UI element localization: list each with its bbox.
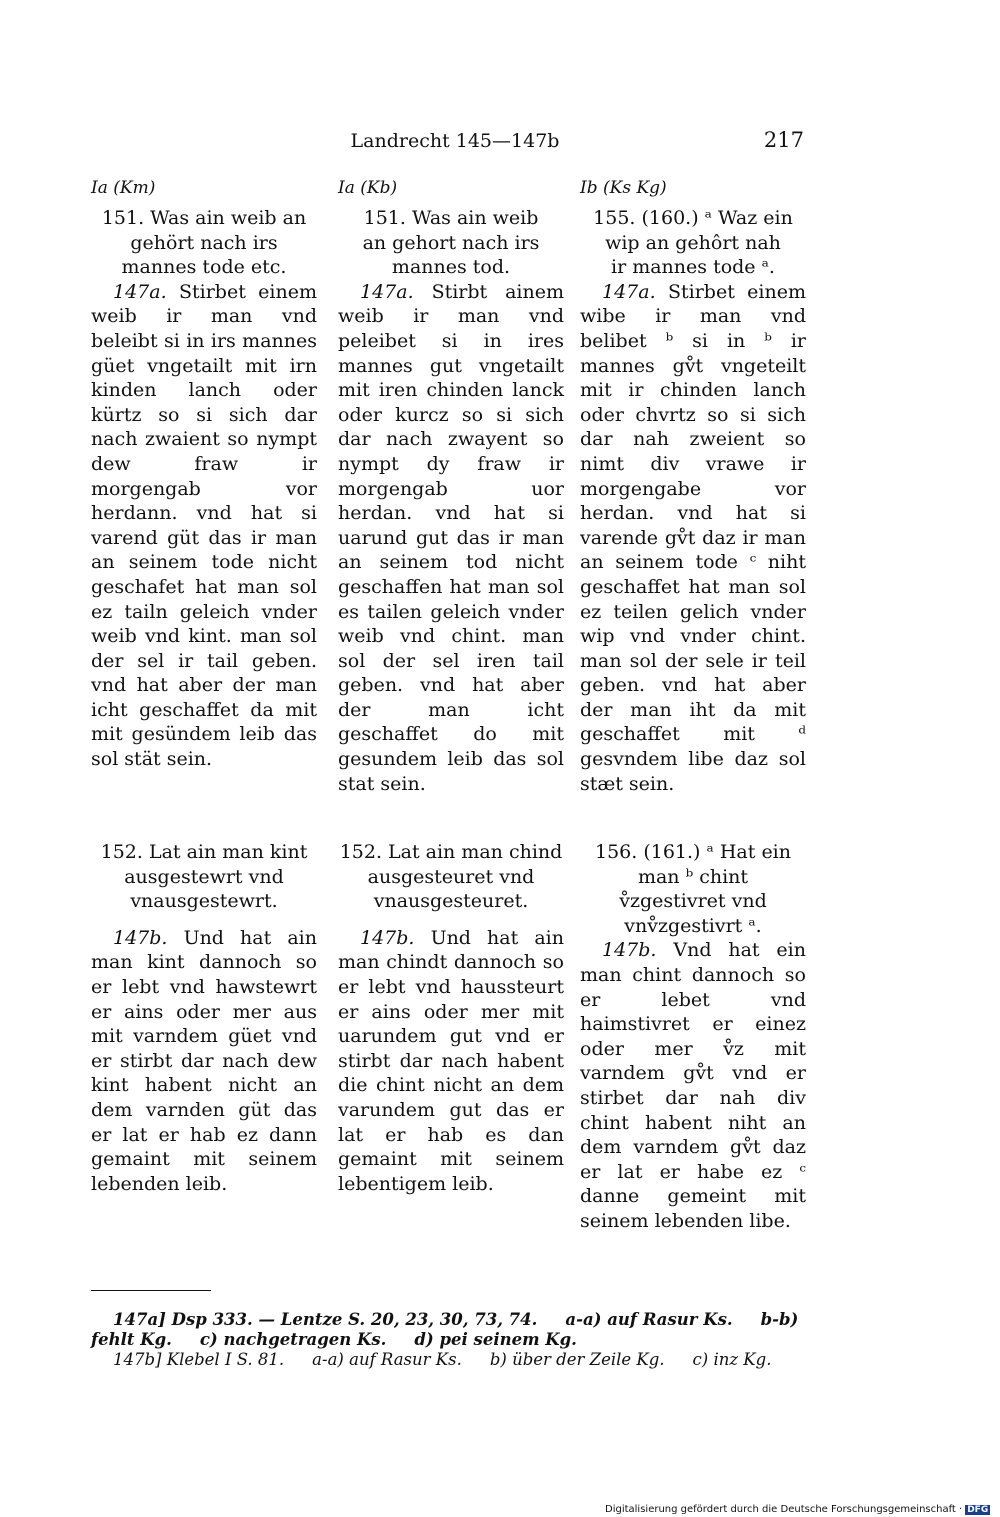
section-text bbox=[580, 280, 806, 796]
section-number: 147b. bbox=[602, 939, 657, 962]
section-heading-line: v̊zgestivret vnd bbox=[619, 890, 767, 913]
footnote-item: a-a) auf Rasur Ks. bbox=[565, 1310, 733, 1329]
section-text bbox=[91, 280, 317, 772]
footnote-item: b-b) bbox=[760, 1310, 799, 1329]
section-heading-line: vnv̊zgestivrt ᵃ. bbox=[624, 914, 762, 937]
section-number: 147a. bbox=[602, 280, 656, 303]
column-label: Ib (Ks Kg) bbox=[580, 178, 667, 198]
digitization-credit bbox=[605, 1504, 990, 1515]
section-number: 147a. bbox=[360, 280, 414, 303]
footnote-item: 147b] Klebel I S. 81. bbox=[113, 1350, 285, 1369]
section-heading-line: ir mannes tode ᵃ. bbox=[611, 256, 775, 279]
text-column-kb bbox=[338, 176, 564, 1195]
section-151 bbox=[91, 206, 317, 772]
dfg-logo: DFG bbox=[967, 1505, 989, 1515]
footnote-item: c) inz Kg. bbox=[692, 1350, 772, 1369]
section-body: Vnd hat ein man chint dannoch so er lebet vnd haimstivret er einez oder mer v̊z mit varndem gv̊t vnd er stirbet dar nah div chint habent niht an dem varndem gv̊t daz er lat er habe ez ᶜ danne gemeint mit seinem lebenden libe. bbox=[580, 939, 806, 1232]
footnotes bbox=[91, 1310, 803, 1370]
section-text bbox=[338, 926, 564, 1197]
footnote-item: fehlt Kg. bbox=[91, 1330, 172, 1349]
section-heading-line: 151. Was ain weib an bbox=[101, 207, 307, 229]
section-heading-line: 152. Lat ain man chind bbox=[339, 841, 563, 863]
section-body: Und hat ain man kint dannoch so er lebt vnd hawstewrt er ains oder mer aus mit varndem güet vnd er stirbt dar nach dew kint habent nicht an dem varnden güt das er lat er hab ez dann gemaint mit seinem lebenden leib. bbox=[91, 926, 317, 1195]
footnote-item: a-a) auf Rasur Ks. bbox=[312, 1350, 462, 1369]
section-text bbox=[91, 926, 317, 1197]
section-heading-line: mannes tode etc. bbox=[121, 256, 287, 279]
page-number: 217 bbox=[763, 128, 804, 152]
section-heading-line: 152. Lat ain man kint bbox=[100, 841, 308, 863]
footnote-item: c) nachgetragen Ks. bbox=[199, 1330, 387, 1349]
footnote-item: b) über der Zeile Kg. bbox=[489, 1350, 665, 1369]
footnote-divider bbox=[91, 1290, 211, 1291]
footnote-item: d) pei seinem Kg. bbox=[414, 1330, 577, 1349]
section-heading-line: mannes tod. bbox=[391, 256, 511, 279]
section-155 bbox=[580, 206, 806, 796]
section-text bbox=[338, 280, 564, 796]
section-152 bbox=[338, 840, 564, 1196]
section-number: 147b. bbox=[360, 926, 415, 949]
section-heading-line: 155. (160.) ᵃ Waz ein bbox=[593, 207, 793, 229]
footnote-line bbox=[91, 1350, 803, 1370]
running-title: Landrecht 145—147b bbox=[350, 130, 560, 152]
section-152 bbox=[91, 840, 317, 1196]
section-text bbox=[580, 938, 806, 1233]
section-156 bbox=[580, 840, 806, 1234]
section-heading-line: ausgesteuret vnd bbox=[367, 865, 535, 888]
section-heading-line: ausgestewrt vnd bbox=[124, 865, 284, 888]
section-heading-line: man ᵇ chint bbox=[637, 865, 749, 888]
section-heading-line: vnausgestewrt. bbox=[130, 890, 278, 913]
section-number: 147a. bbox=[113, 280, 167, 303]
section-heading-line: 156. (161.) ᵃ Hat ein bbox=[594, 841, 791, 863]
section-number: 147b. bbox=[113, 926, 168, 949]
section-body: Stirbet einem weib ir man vnd beleibt si in irs mannes güet vngetailt mit irn kinden lanch oder kürtz so si sich dar nach zwaient so nympt dew fraw ir morgengab vor herdann. vnd hat si varend güt das ir man an seinem tode nicht geschafet hat man sol ez tailn geleich vnder weib vnd kint. man sol der sel ir tail geben. vnd hat aber der man icht geschaffet da mit mit gesündem leib das sol stät sein. bbox=[91, 280, 317, 771]
section-body: Stirbet einem wibe ir man vnd belibet ᵇ si in ᵇ ir mannes gv̊t vngeteilt mit ir chinden lanch oder chvrtz so si sich dar nah zweient so nimt div vrawe ir morgengabe vor herdan. vnd hat si varende gv̊t daz ir man an seinem tode ᶜ niht geschaffet hat man sol ez teilen gelich vnder wip vnd vnder chint. man sol der sele ir teil geben. vnd hat aber der man iht da mit geschaffet mit ᵈ gesvndem libe daz sol stæt sein. bbox=[580, 280, 806, 795]
section-151 bbox=[338, 206, 564, 796]
column-label: Ia (Km) bbox=[91, 178, 156, 198]
section-body: Stirbt ainem weib ir man vnd peleibet si in ires mannes gut vngetailt mit iren chinden lanck oder kurcz so si sich dar nach zwayent so nympt dy fraw ir morgengab uor herdan. vnd hat si uarund gut das ir man an seinem tod nicht geschaffen hat man sol es tailen geleich vnder weib vnd chint. man sol der sel iren tail geben. vnd hat aber der man icht geschaffet do mit gesundem leib das sol stat sein. bbox=[338, 280, 564, 795]
text-column-km bbox=[91, 176, 317, 1195]
section-body: Und hat ain man chindt dannoch so er lebt vnd haussteurt er ains oder mer mit uarundem gut vnd er stirbt dar nach habent die chint nicht an dem varundem gut das er lat er hab es dan gemaint mit seinem lebentigem leib. bbox=[338, 926, 564, 1195]
column-label: Ia (Kb) bbox=[338, 178, 398, 198]
footnote-item: 147a] Dsp 333. — Lentze S. 20, 23, 30, 73, 74. bbox=[113, 1310, 538, 1329]
section-heading-line: 151. Was ain weib bbox=[363, 207, 539, 229]
text-column-ks-kg bbox=[580, 176, 806, 1232]
footnote-line bbox=[91, 1310, 803, 1330]
credit-text: Digitalisierung gefördert durch die Deutsche Forschungsgemeinschaft · bbox=[605, 1504, 963, 1515]
section-heading-line: an gehort nach irs bbox=[362, 231, 540, 254]
footnote-line bbox=[91, 1330, 803, 1350]
section-heading-line: gehört nach irs bbox=[130, 231, 278, 254]
section-heading-line: vnausgesteuret. bbox=[373, 890, 529, 913]
section-heading-line: wip an gehôrt nah bbox=[605, 231, 781, 254]
